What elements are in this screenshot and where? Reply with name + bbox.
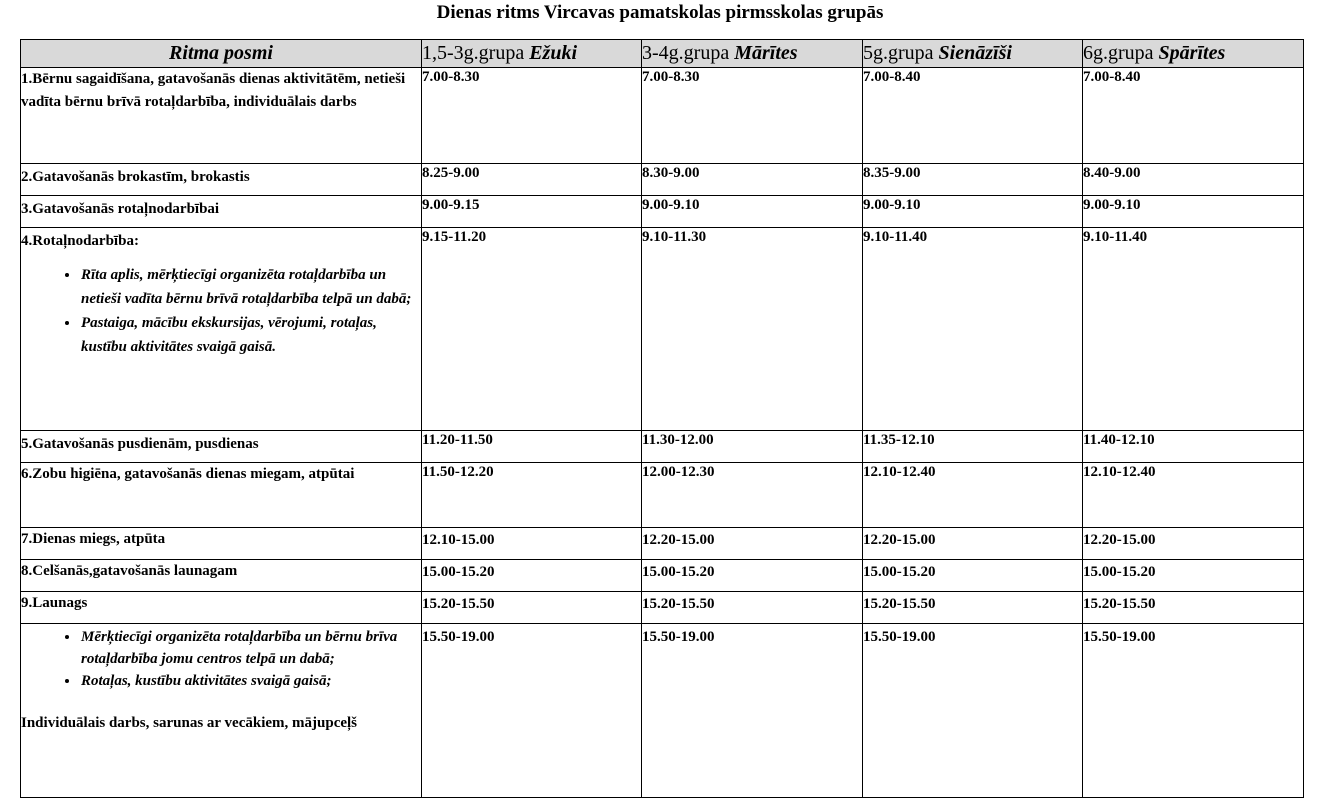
time-cell: 15.00-15.20 [422,560,642,592]
time-cell: 9.00-9.10 [1083,196,1304,228]
time-cell: 12.10-15.00 [422,528,642,560]
time-cell: 7.00-8.30 [642,68,863,164]
time-cell: 9.10-11.30 [642,228,863,431]
time-cell: 12.00-12.30 [642,463,863,528]
time-cell: 15.20-15.50 [1083,592,1304,624]
list-item: • Rīta aplis, mērķtiecīgi organizēta rotaļdarbība un netieši vadīta bērnu brīvā rotaļdarbība telpā un dabā; [80,263,421,311]
time-cell: 8.25-9.00 [422,164,642,196]
time-cell: 15.00-15.20 [1083,560,1304,592]
time-cell: 12.10-12.40 [1083,463,1304,528]
group-name: Sienāzīši [938,42,1012,64]
stage-cell [21,228,422,431]
table-row [21,592,1304,624]
time-cell: 8.30-9.00 [642,164,863,196]
stage-cell: 5.Gatavošanās pusdienām, pusdienas [21,431,422,463]
time-cell: 12.20-15.00 [1083,528,1304,560]
table-row [21,463,1304,528]
header-row [21,40,1304,68]
time-cell: 11.35-12.10 [863,431,1083,463]
header-group-1 [422,40,642,68]
list-item: • Pastaiga, mācību ekskursijas, vērojumi, rotaļas, kustību aktivitātes svaigā gaisā. [80,311,421,359]
table-row [21,228,1304,431]
time-cell: 15.20-15.50 [422,592,642,624]
activity-list [21,263,421,359]
time-cell: 9.10-11.40 [863,228,1083,431]
time-cell: 7.00-8.30 [422,68,642,164]
stage-cell: 6.Zobu higiēna, gatavošanās dienas miegam, atpūtai [21,463,422,528]
list-item: • Mērķtiecīgi organizēta rotaļdarbība un bērnu brīva rotaļdarbība jomu centros telpā un dabā; [80,626,421,670]
time-cell: 8.40-9.00 [1083,164,1304,196]
time-cell: 9.00-9.15 [422,196,642,228]
stage-cell: 8.Celšanās,gatavošanās launagam [21,560,422,592]
table-row [21,528,1304,560]
group-age: 1,5-3g.grupa [422,42,525,64]
time-cell: 7.00-8.40 [863,68,1083,164]
time-cell: 15.50-19.00 [642,624,863,798]
time-cell: 9.00-9.10 [863,196,1083,228]
group-name: Mārītes [734,42,798,64]
group-name: Ežuki [529,42,578,64]
time-cell: 15.00-15.20 [863,560,1083,592]
group-age: 6g.grupa [1083,42,1154,64]
header-group-4 [1083,40,1304,68]
time-cell: 9.10-11.40 [1083,228,1304,431]
time-cell: 12.10-12.40 [863,463,1083,528]
stage-cell: 1.Bērnu sagaidīšana, gatavošanās dienas aktivitātēm, netieši vadīta bērnu brīvā rotaļdarbība, individuālais darbs [21,68,422,164]
time-cell: 11.40-12.10 [1083,431,1304,463]
time-cell: 15.00-15.20 [642,560,863,592]
header-group-2 [642,40,863,68]
group-name: Spārītes [1158,42,1226,64]
time-cell: 7.00-8.40 [1083,68,1304,164]
time-cell: 12.20-15.00 [642,528,863,560]
stage-cell: 9.Launags [21,592,422,624]
table-row [21,196,1304,228]
time-cell: 9.00-9.10 [642,196,863,228]
time-cell: 15.50-19.00 [1083,624,1304,798]
time-cell: 11.50-12.20 [422,463,642,528]
group-age: 3-4g.grupa [642,42,730,64]
list-item: • Rotaļas, kustību aktivitātes svaigā gaisā; [80,670,421,692]
table-row [21,164,1304,196]
stage-cell: 3.Gatavošanās rotaļnodarbībai [21,196,422,228]
stage-cell: 2.Gatavošanās brokastīm, brokastis [21,164,422,196]
time-cell: 15.20-15.50 [642,592,863,624]
time-cell: 9.15-11.20 [422,228,642,431]
time-cell: 8.35-9.00 [863,164,1083,196]
stage-note: Individuālais darbs, sarunas ar vecākiem, mājupceļš [21,715,358,731]
time-cell: 15.20-15.50 [863,592,1083,624]
time-cell: 12.20-15.00 [863,528,1083,560]
time-cell: 11.30-12.00 [642,431,863,463]
time-cell: 15.50-19.00 [863,624,1083,798]
time-cell: 11.20-11.50 [422,431,642,463]
table-row [21,624,1304,798]
header-stage: Ritma posmi [21,40,422,68]
header-group-3 [863,40,1083,68]
stage-cell: 7.Dienas miegs, atpūta [21,528,422,560]
page-title: Dienas ritms Vircavas pamatskolas pirmsskolas grupās [436,2,884,23]
time-cell: 15.50-19.00 [422,624,642,798]
table-row [21,560,1304,592]
schedule-table [20,39,1304,798]
group-age: 5g.grupa [863,42,934,64]
table-row [21,68,1304,164]
stage-cell [21,624,422,798]
stage-label: 4.Rotaļnodarbība: [21,233,139,249]
activity-list [21,626,421,692]
table-row [21,431,1304,463]
